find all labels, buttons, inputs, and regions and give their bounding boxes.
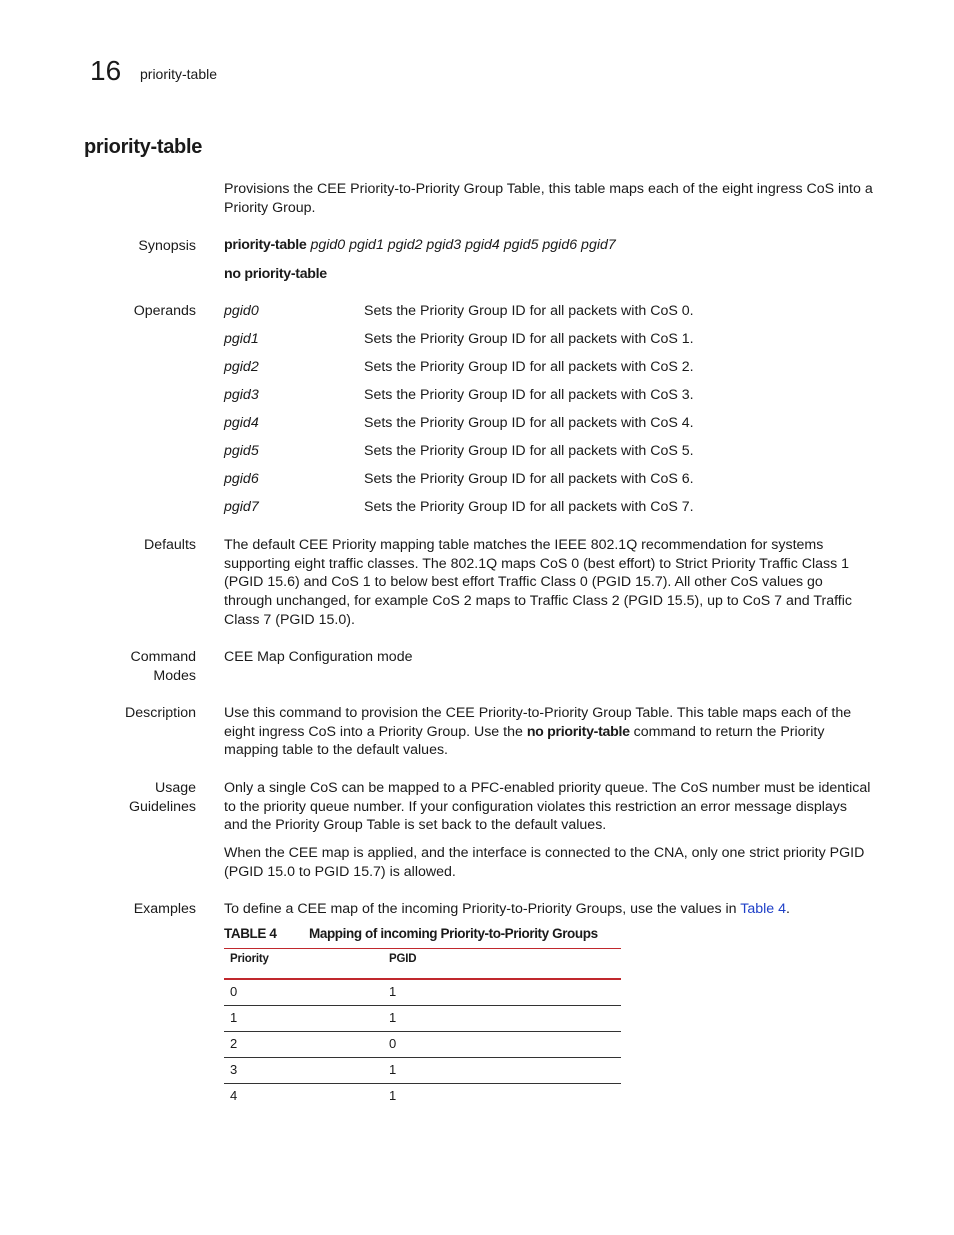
table-cell: 0: [389, 1036, 397, 1051]
table-cell: 1: [389, 1088, 397, 1103]
table-row: [224, 980, 621, 1006]
table-cell: 0: [230, 984, 238, 999]
table-row: [224, 1084, 621, 1109]
label-line: Guidelines: [128, 798, 196, 815]
operand-name: pgid6: [224, 471, 259, 487]
table-cell: 1: [389, 984, 397, 999]
synopsis-command: priority-table: [224, 237, 307, 253]
mapping-table: [224, 948, 621, 1109]
operand-name: pgid0: [224, 303, 259, 319]
operand-name: pgid7: [224, 499, 259, 515]
synopsis-args: pgid0 pgid1 pgid2 pgid3 pgid4 pgid5 pgid6 pgid7: [310, 237, 616, 253]
description-text: Use this command to provision the CEE Priority-to-Priority Group Table. This table maps each of the eight ingress CoS into a Priority Group. Use the: [224, 705, 852, 740]
operand-name: pgid3: [224, 387, 259, 403]
label-usage-guidelines: [129, 779, 196, 816]
usage-paragraph: Only a single CoS can be mapped to a PFC-enabled priority queue. The CoS number must be identical to the priority queue number. If your configuration violates this restriction an error message displays and the Priority Group Table is set back to the default values.: [224, 780, 871, 834]
description-paragraph: [224, 704, 874, 760]
operand-desc: Sets the Priority Group ID for all packets with CoS 0.: [364, 303, 694, 319]
synopsis-line: [224, 236, 616, 255]
table-header-cell: PGID: [389, 953, 417, 965]
label-defaults: Defaults: [143, 537, 196, 553]
label-command-modes: [131, 648, 196, 685]
defaults-paragraph: The default CEE Priority mapping table matches the IEEE 802.1Q recommendation for systems supporting eight traffic classes. The 802.1Q maps CoS 0 (best effort) to Strict Priority Traffic Class 1 (PGID 15.6) and CoS 1 to below best effort Traffic Class 0 (PGID 15.7). All other CoS values go through unchanged, for example CoS 2 maps to Traffic Class 2 (PGID 15.5), up to CoS 7 and Traffic Class 7 (PGID 15.0).: [224, 537, 852, 628]
label-line: Command: [130, 649, 196, 665]
table-header-row: [224, 949, 621, 980]
table-link[interactable]: Table 4: [740, 901, 786, 917]
label-operands: Operands: [133, 303, 196, 319]
table-row: [224, 1032, 621, 1058]
table-cell: 4: [230, 1088, 238, 1103]
operand-name: pgid1: [224, 331, 259, 347]
page-title: priority-table: [84, 136, 203, 158]
examples-text: To define a CEE map of the incoming Priority-to-Priority Groups, use the values in: [224, 901, 741, 917]
operand-desc: Sets the Priority Group ID for all packets with CoS 6.: [364, 471, 694, 487]
operand-desc: Sets the Priority Group ID for all packets with CoS 3.: [364, 387, 694, 403]
examples-text: .: [786, 901, 790, 917]
table-cell: 2: [230, 1036, 238, 1051]
examples-paragraph: [224, 900, 874, 919]
table-row: [224, 1006, 621, 1032]
table-row: [224, 1058, 621, 1084]
running-head: priority-table: [140, 66, 218, 82]
table-title: Mapping of incoming Priority-to-Priority Groups: [309, 926, 598, 941]
usage-paragraph: When the CEE map is applied, and the interface is connected to the CNA, only one strict priority PGID (PGID 15.0 to PGID 15.7) is allowed.: [224, 845, 865, 880]
table-cell: 1: [389, 1062, 397, 1077]
operand-name: pgid5: [224, 443, 259, 459]
operand-desc: Sets the Priority Group ID for all packets with CoS 7.: [364, 499, 694, 515]
table-cell: 1: [230, 1010, 238, 1025]
command-modes-text: CEE Map Configuration mode: [224, 649, 413, 665]
operand-desc: Sets the Priority Group ID for all packets with CoS 2.: [364, 359, 694, 375]
table-header-cell: Priority: [230, 953, 269, 965]
description-text: command to return the Priority mapping table to the default values.: [224, 723, 825, 759]
table-caption: [224, 925, 598, 943]
operand-name: pgid2: [224, 359, 259, 375]
label-line: Modes: [153, 667, 196, 684]
intro-paragraph: Provisions the CEE Priority-to-Priority Group Table, this table maps each of the eight ingress CoS into a Priority Group.: [224, 181, 873, 216]
operand-name: pgid4: [224, 415, 259, 431]
table-cell: 1: [389, 1010, 397, 1025]
label-description: Description: [125, 705, 196, 721]
table-number: TABLE 4: [224, 926, 277, 941]
synopsis-no-command: no priority-table: [224, 266, 327, 282]
label-synopsis: Synopsis: [138, 238, 196, 254]
label-line: Usage: [154, 780, 196, 796]
table-cell: 3: [230, 1062, 238, 1077]
description-command: no priority-table: [526, 723, 630, 740]
label-examples: Examples: [133, 901, 196, 917]
chapter-number: 16: [90, 55, 122, 86]
operand-desc: Sets the Priority Group ID for all packets with CoS 1.: [364, 331, 694, 347]
operand-desc: Sets the Priority Group ID for all packets with CoS 5.: [364, 443, 694, 459]
operand-desc: Sets the Priority Group ID for all packets with CoS 4.: [364, 415, 694, 431]
